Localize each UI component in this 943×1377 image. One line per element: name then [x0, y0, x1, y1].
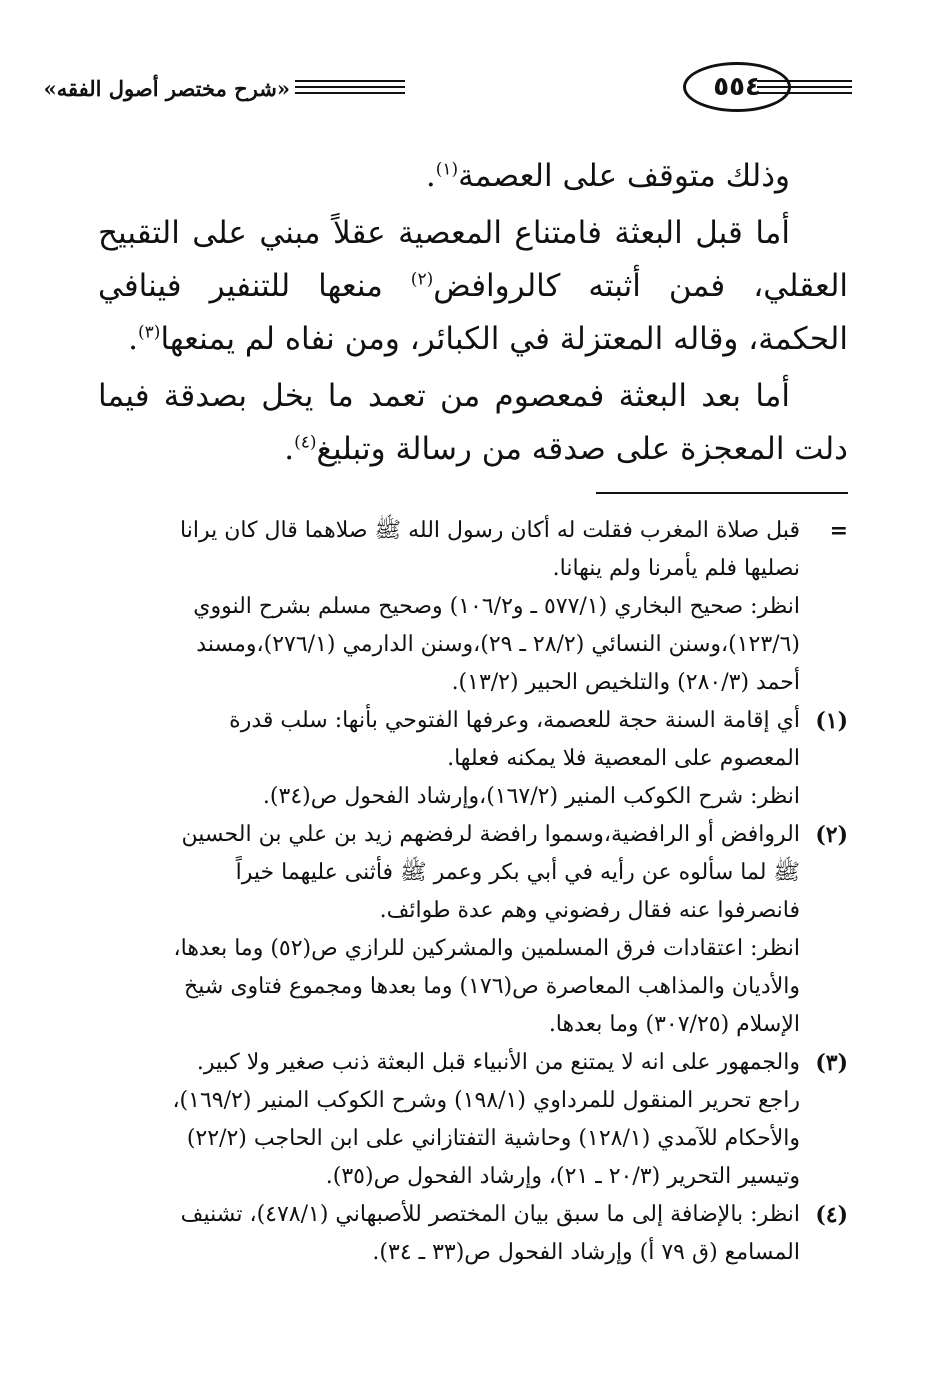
- paragraph: [98, 150, 848, 203]
- footnote-source-line: راجع تحرير المنقول للمرداوي (١٩٨/١) وشرح الكوكب المنير (١٦٩/٢)،: [172, 1088, 800, 1113]
- paragraph-text: وقاله المعتزلة في الكبائر، ومن نفاه لم يمنعها: [160, 321, 739, 357]
- footnote-3: [98, 1044, 848, 1196]
- paragraph-text: العقلي، فمن أثبته كالروافض: [433, 268, 849, 304]
- paragraph-text: وذلك متوقف على العصمة: [458, 158, 790, 194]
- footnote-line: والجمهور على انه لا يمتنع من الأنبياء قبل البعثة ذنب صغير ولا كبير.: [196, 1050, 800, 1075]
- footnote-source-line: الإسلام (٣٠٧/٢٥) وما بعدها.: [548, 1012, 800, 1037]
- footnote-source-line: والأديان والمذاهب المعاصرة ص(١٧٦) وما بعدها ومجموع فتاوى شيخ: [184, 974, 800, 999]
- footnote-line: قبل صلاة المغرب فقلت له أكان رسول الله ﷺ صلاهما قال كان يرانا: [180, 518, 800, 543]
- footnote-number: (٣): [815, 1050, 848, 1076]
- footnote-4: [98, 1196, 848, 1272]
- footnote-line: المسامع (ق ٧٩ أ) وإرشاد الفحول ص(٣٣ ـ ٣٤).: [372, 1240, 800, 1265]
- footnote-ref[interactable]: (١): [435, 159, 459, 180]
- paragraph: [98, 207, 848, 366]
- footnote-ref[interactable]: (٢): [410, 269, 434, 290]
- footnote-source-line: أحمد (٢٨٠/٣) والتلخيص الحبير (١٣/٢).: [451, 670, 800, 695]
- paragraph-text: .: [425, 158, 436, 194]
- header-rule: [295, 92, 405, 94]
- footnote-line: نصليها فلم يأمرنا ولم ينهانا.: [552, 556, 800, 581]
- paragraph-text: أما بعد البعثة فمعصوم من تعمد ما يخل بصدقة فيما دلت: [98, 378, 848, 467]
- footnote-line: ﷺ لما سألوه عن رأيه في أبي بكر وعمر ﷺ فأثنى عليهما خيراً: [235, 860, 800, 885]
- footnote-line: انظر: بالإضافة إلى ما سبق بيان المختصر للأصبهاني (٤٧٨/١)، تشنيف: [180, 1202, 800, 1227]
- footnote-number: (١): [815, 708, 848, 734]
- footnote-number: (٢): [815, 822, 848, 848]
- footnotes: [98, 512, 848, 1272]
- footnote-line: فانصرفوا عنه فقال رفضوني وهم عدة طوائف.: [379, 898, 800, 923]
- footnote-continuation: [98, 512, 848, 702]
- footnote-ref[interactable]: (٤): [294, 432, 317, 453]
- footnote-line: المعصوم على المعصية فلا يمكنه فعلها.: [447, 746, 800, 771]
- footnote-2: [98, 816, 848, 1044]
- footnote-number: (٤): [815, 1202, 848, 1228]
- header-rule: [295, 86, 405, 88]
- paragraph: [98, 370, 848, 476]
- header-rule: [295, 80, 405, 82]
- footnote-line: الروافض أو الرافضية،وسموا رافضة لرفضهم زيد بن علي بن الحسين: [181, 822, 800, 847]
- paragraph-text: .: [128, 321, 139, 357]
- main-text: [98, 150, 848, 476]
- footnote-source-line: انظر: شرح الكوكب المنير (١٦٧/٢)،وإرشاد الفحول ص(٣٤).: [262, 784, 800, 809]
- paragraph-text: المعجزة على صدقه من رسالة وتبليغ: [316, 431, 785, 467]
- footnote-separator: [596, 492, 848, 494]
- paragraph-text: منعها للتنفير فينافي الحكمة،: [98, 268, 848, 357]
- paragraph-text: .: [284, 431, 295, 467]
- footnote-source-line: انظر: اعتقادات فرق المسلمين والمشركين للرازي ص(٥٢) وما بعدها،: [173, 936, 800, 961]
- page-number: ٥٥٤: [683, 62, 791, 112]
- running-title: «شرح مختصر أصول الفقه»: [43, 76, 290, 101]
- footnote-1: [98, 702, 848, 816]
- footnote-ref[interactable]: (٣): [138, 322, 161, 343]
- continuation-marker: =: [829, 518, 848, 544]
- paragraph-text: أما قبل البعثة فامتناع المعصية عقلاً مبني على التقبيح: [98, 215, 790, 251]
- footnote-source-line: انظر: صحيح البخاري (٥٧٧/١ ـ و١٠٦/٢) وصحيح مسلم بشرح النووي: [193, 594, 800, 619]
- footnote-source-line: والأحكام للآمدي (١٢٨/١) وحاشية التفتازاني على ابن الحاجب (٢٢/٢): [186, 1126, 800, 1151]
- footnote-source-line: (١٢٣/٦)،وسنن النسائي (٢٨/٢ ـ ٢٩)،وسنن الدارمي (٢٧٦/١)،ومسند: [196, 632, 800, 657]
- footnote-line: أي إقامة السنة حجة للعصمة، وعرفها الفتوحي بأنها: سلب قدرة: [229, 708, 800, 733]
- running-header: [43, 56, 852, 118]
- footnote-source-line: وتيسير التحرير (٢٠/٣ ـ ٢١)، وإرشاد الفحول ص(٣٥).: [325, 1164, 800, 1189]
